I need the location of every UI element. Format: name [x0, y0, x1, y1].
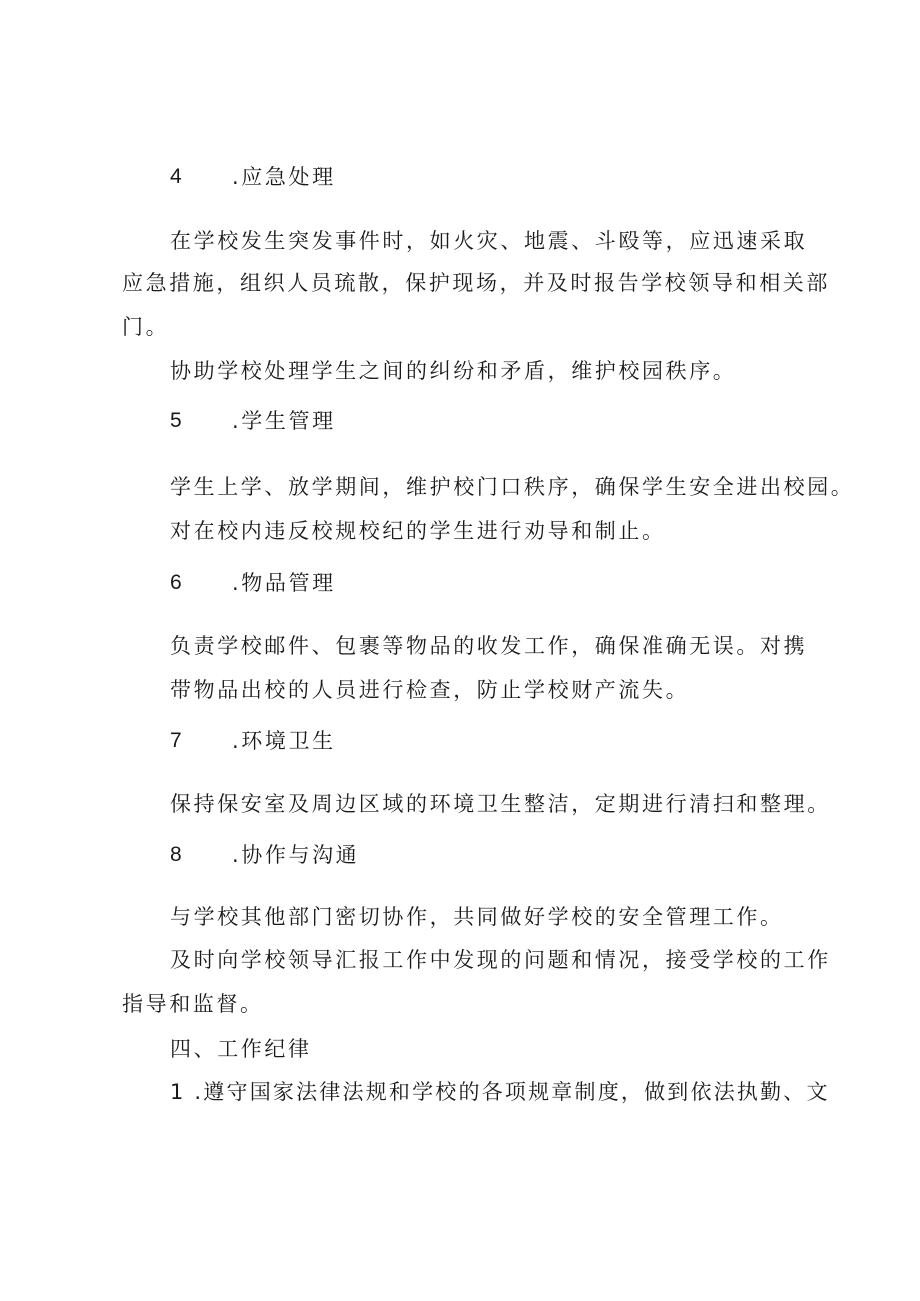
section-number: 5 — [170, 409, 182, 432]
chapter-title: 四、工作纪律 — [170, 1037, 312, 1061]
paragraph-line: 在学校发生突发事件时，如火灾、地震、斗殴等，应迅速采取 — [170, 229, 808, 253]
paragraph-line: 负责学校邮件、包裹等物品的收发工作，确保准确无误。对携 — [170, 634, 808, 658]
section-heading-7 — [170, 726, 670, 756]
paragraph-line: 应急措施，组织人员琉散，保护现场，并及时报告学校领导和相关部 — [122, 271, 830, 295]
section-heading-4 — [170, 162, 670, 192]
section-number: 8 — [170, 843, 182, 866]
section-title: .环境卫生 — [232, 729, 336, 753]
section-heading-5 — [170, 406, 670, 436]
section-title: .物品管理 — [232, 571, 336, 595]
section-heading-8 — [170, 840, 670, 870]
section-heading-6 — [170, 568, 670, 598]
section-title: .协作与沟通 — [232, 843, 360, 867]
section-title: .学生管理 — [232, 409, 336, 433]
section-number: 6 — [170, 571, 182, 594]
paragraph-line: 及时向学校领导汇报工作中发现的问题和情况，接受学校的工作 — [170, 948, 831, 972]
paragraph-line: 学生上学、放学期间，维护校门口秩序，确保学生安全进出校园。 — [170, 475, 855, 499]
paragraph-line: 保持保安室及周边区域的环境卫生整洁，定期进行清扫和整理。 — [170, 792, 831, 816]
paragraph-line: 与学校其他部门密切协作，共同做好学校的安全管理工作。 — [170, 905, 784, 929]
paragraph-line: 协助学校处理学生之间的纠纷和矛盾，维护校园秩序。 — [170, 359, 737, 383]
section-title: .应急处理 — [232, 165, 336, 189]
section-number: 4 — [170, 165, 182, 188]
rule-item: 1 .遵守国家法律法规和学校的各项规章制度，做到依法执勤、文 — [170, 1080, 830, 1104]
paragraph-line: 带物品出校的人员进行检查，防止学校财产流失。 — [170, 678, 690, 702]
section-number: 7 — [170, 729, 182, 752]
paragraph-line: 对在校内违反校规校纪的学生进行劝导和制止。 — [170, 519, 666, 543]
paragraph-line: 门。 — [122, 315, 170, 339]
paragraph-line: 指导和监督。 — [122, 992, 264, 1016]
